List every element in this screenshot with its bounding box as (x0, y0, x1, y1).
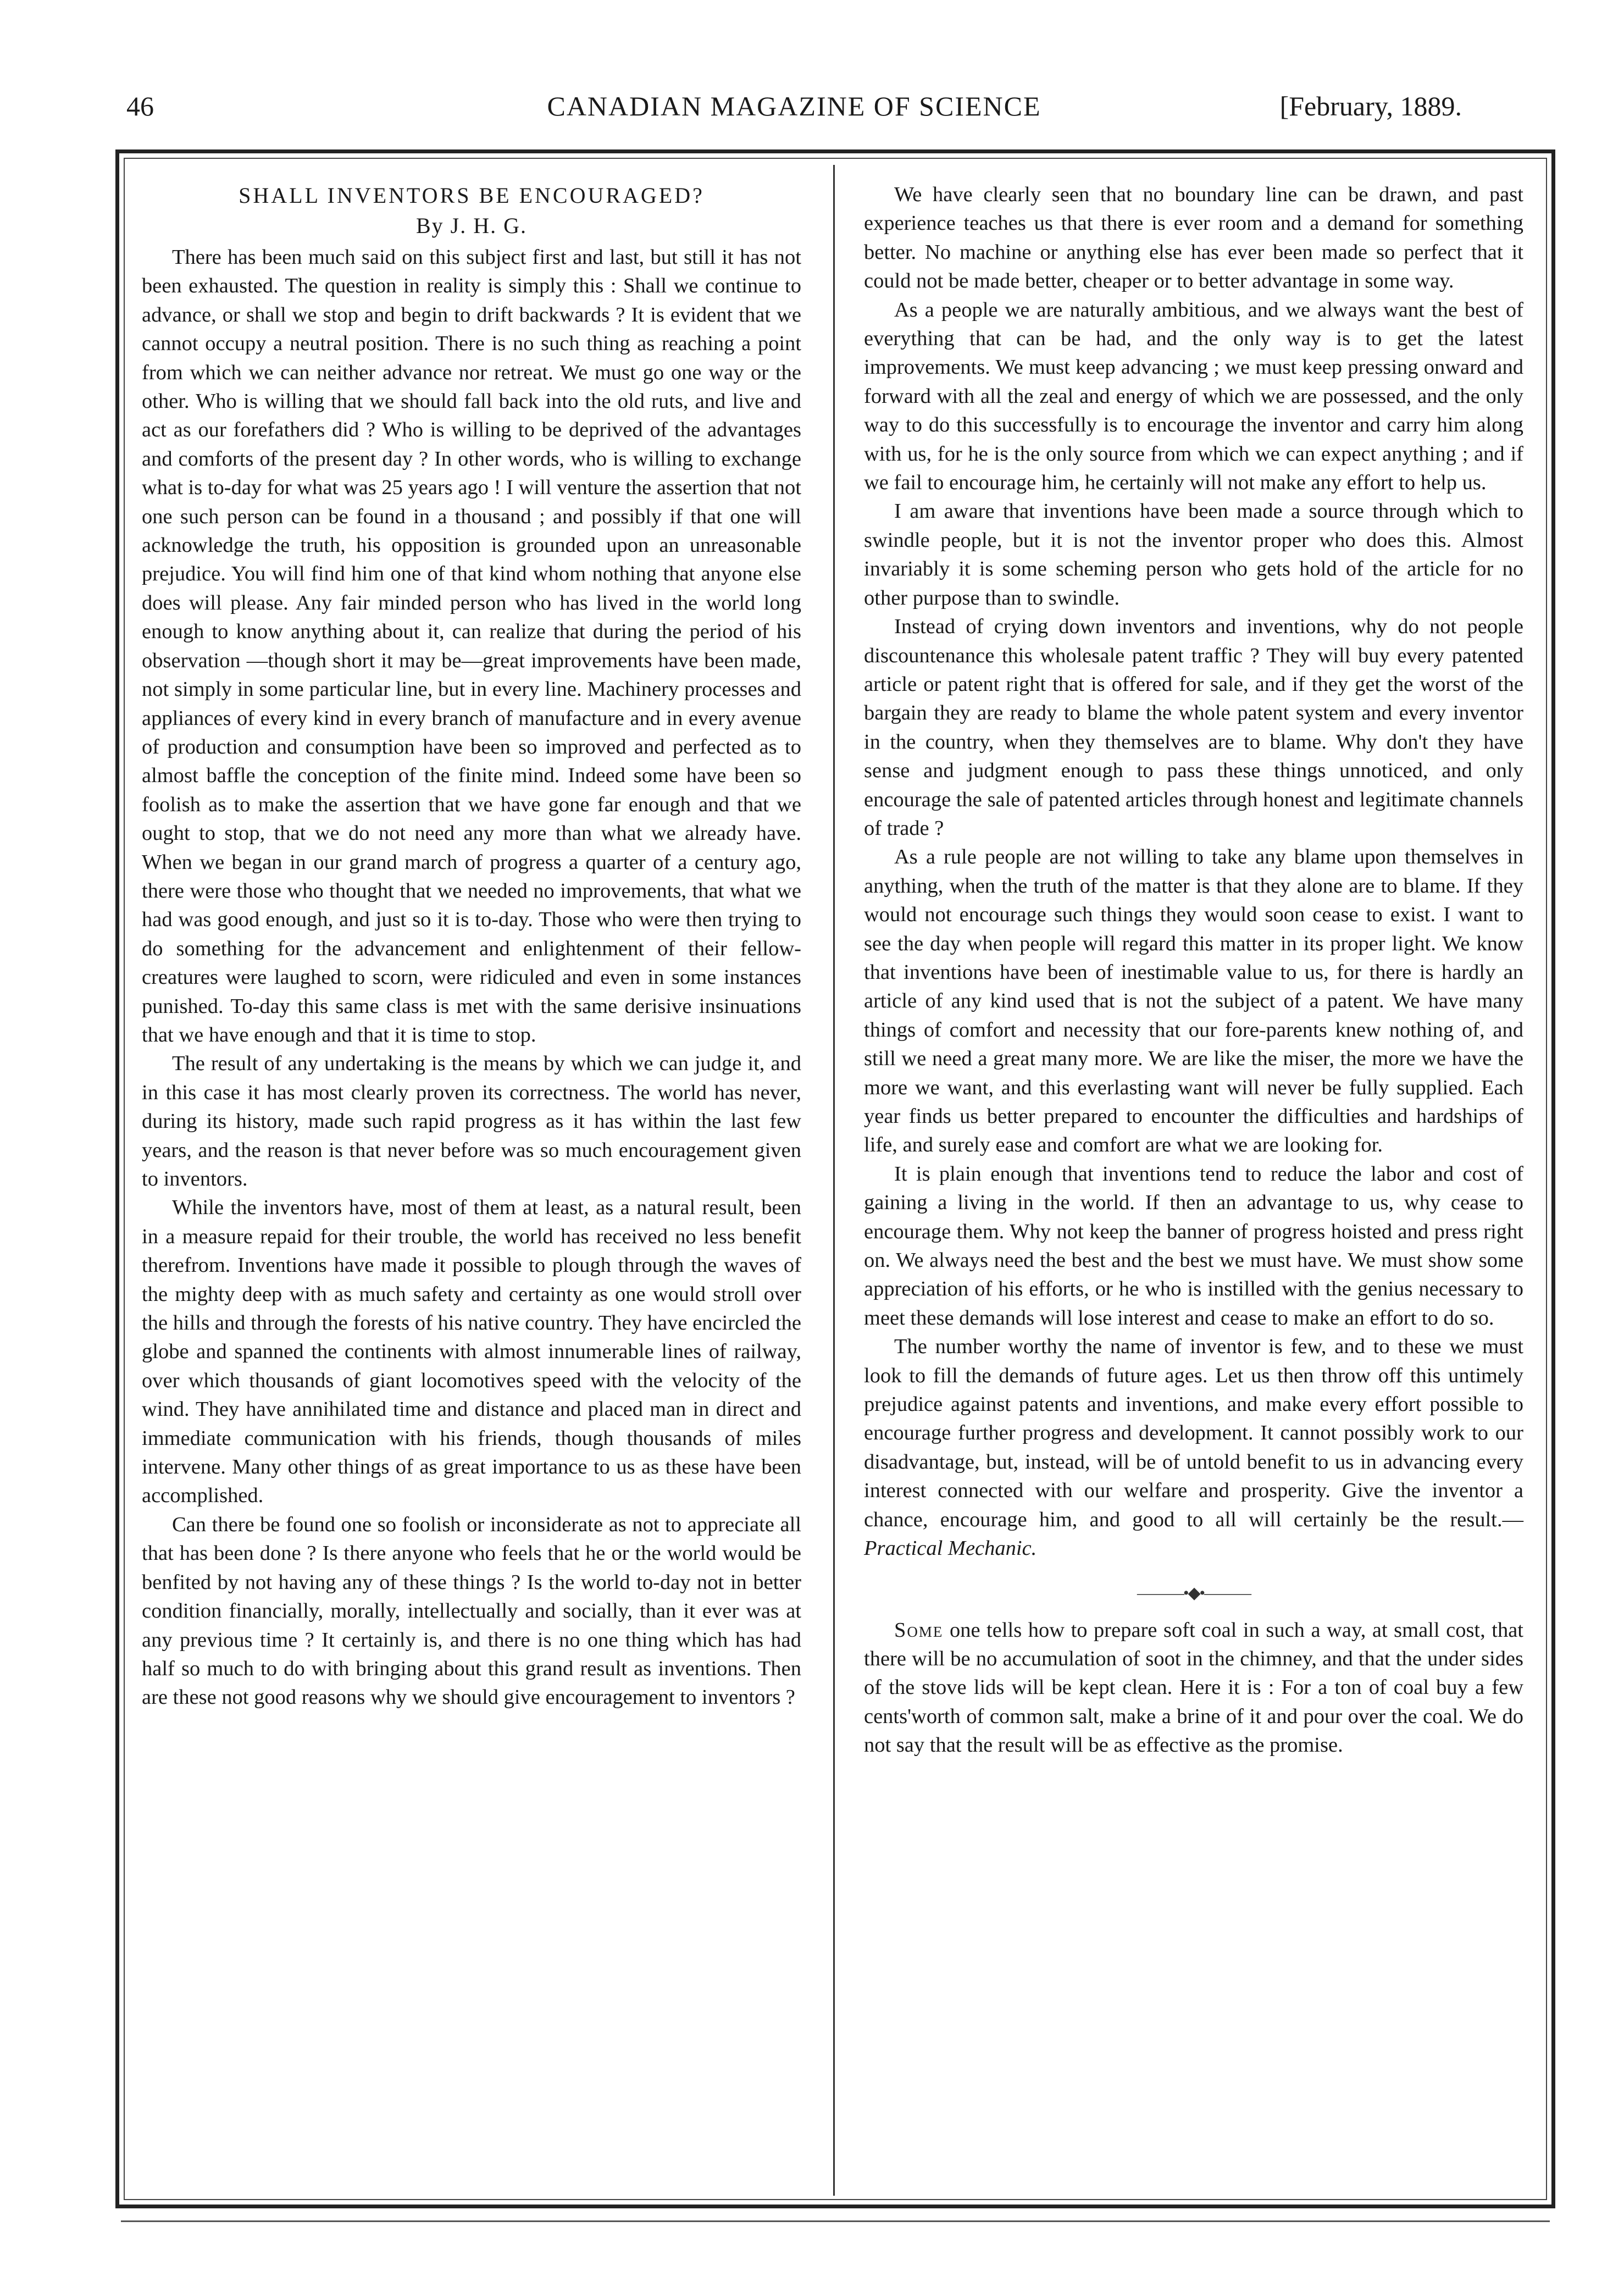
column-divider (833, 165, 835, 2196)
paragraph: Instead of crying down inventors and inventions, why do not people discountenance this wholesale patent traffic ? They will buy every patented article or patent right that is offered for sale, and if they get the worst of the bargain they are ready to blame the whole patent system and every inventor in the country, when they themselves are to blame. Why don't they have sense and judgment enough to pass these things unnoticed, and only encourage the sale of patented articles through honest and legitimate channels of trade ? (864, 615, 1523, 840)
paragraph: We have clearly seen that no boundary line can be drawn, and past experience teaches us that there is ever room and a demand for something better. No machine or anything else has ever been made so perfect that it could not be made better, cheaper or to better advantage in some way. (864, 183, 1523, 293)
left-column (142, 180, 801, 1712)
section-ornament: ———•◆•——— (1137, 1583, 1251, 1602)
paragraph: It is plain enough that inventions tend to reduce the labor and cost of gaining a living in the world. If then an advantage to us, why cease to encourage them. Why not keep the banner of progress hoisted and press right on. We always need the best and the best we must have. We must show some appreciation of his efforts, or he who is instilled with the genius necessary to meet these demands will lose interest and cease to make an effort to do so. (864, 1162, 1523, 1330)
final-paragraph-text: The number worthy the name of inventor is few, and to these we must look to fill the demands of future ages. Let us then throw off this untimely prejudice against patents and inventions, and make every effort possible to encourage further progress and development. It cannot possibly work to our disadvantage, but, instead, will be of untold benefit to us in advancing every interest connected with our welfare and prosperity. Give the inventor a chance, encourage him, and good to all will certainly be the result.— (864, 1335, 1523, 1531)
paragraph: The result of any undertaking is the means by which we can judge it, and in this case it has most clearly proven its correctness. The world has never, during its history, made such rapid progress as it has within the last few years, and the reason is that never before was so much encouragement given to inventors. (142, 1052, 801, 1190)
note-lead-word: Some (894, 1618, 944, 1642)
note-paragraph (864, 1616, 1523, 1760)
page-number: 46 (126, 91, 154, 121)
article-source: Practical Mechanic. (864, 1537, 1037, 1560)
paragraph: As a people we are naturally ambitious, and we always want the best of everything that can be had, and the only way is to get the latest improvements. We must keep advancing ; we must keep pressing onward and forward with all the zeal and energy of which we are possessed, and the only way to do this successfully is to encourage the inventor and carry him along with us, for he is the only source from which we can expect anything ; and if we fail to encourage him, he certainly will not make any effort to help us. (864, 298, 1523, 495)
paragraph: I am aware that inventions have been made a source through which to swindle people, but it is not the inventor proper who does this. Almost invariably it is some scheming person who gets hold of the article for no other purpose than to swindle. (864, 500, 1523, 610)
final-paragraph (864, 1332, 1523, 1563)
paragraph: There has been much said on this subject first and last, but still it has not been exhausted. The question in reality is simply this : Shall we continue to advance, or shall we stop and begin to drift backwards ? It is evident that we cannot occupy a neutral position. There is no such thing as reaching a point from which we can neither advance nor retreat. We must go one way or the other. Who is willing that we should fall back into the old ruts, and live and act as our forefathers did ? Who is willing to be deprived of the advantages and comforts of the present day ? In other words, who is willing to exchange what is to-day for what was 25 years ago ! I will venture the assertion that not one such person can be found in a thousand ; and possibly if that one will acknowledge the truth, his opposition is grounded upon an unreasonable prejudice. You will find him one of that kind whom nothing that anyone else does will please. Any fair minded person who has lived in the world long enough to know anything about it, can realize that during the period of his observation —though short it may be—great improvements have been made, not simply in some particular line, but in every line. Machinery processes and appliances of every kind in every branch of manufacture and in every avenue of production and consumption have been so improved and perfected as to almost baffle the conception of the finite mind. Indeed some have been so foolish as to make the assertion that we have gone far enough and that we ought to stop, that we do not need any more than what we already have. When we began in our grand march of progress a quarter of a century ago, there were those who thought that we needed no improvements, that what we had was good enough, and just so it is to-day. Those who were then trying to do something for the advancement and enlightenment of their fellow-creatures were laughed to scorn, were ridiculed and even in some instances punished. To-day this same class is met with the same derisive insinuations that we have enough and that it is time to stop. (142, 246, 801, 1046)
article-title: SHALL INVENTORS BE ENCOURAGED? (239, 183, 705, 208)
right-column (864, 180, 1523, 1760)
running-head (126, 87, 1462, 131)
note-text: one tells how to prepare soft coal in such a way, at small cost, that there will be no accumulation of soot in the chimney, and that the under sides of the stove lids will be kept clean. Here it is : For a ton of coal buy a few cents'worth of common salt, make a brine of it and pour over the coal. We do not say that the result will be as effective as the promise. (864, 1618, 1523, 1757)
paragraph: As a rule people are not willing to take any blame upon themselves in anything, when the truth of the matter is that they alone are to blame. If they would not encourage such things they would soon cease to exist. I want to see the day when people will regard this matter in its proper light. We know that inventions have been of inestimable value to us, for there is hardly an article of any kind used that is not the subject of a patent. We have many things of comfort and necessity that our fore-parents knew nothing of, and still we need a great many more. We are like the miser, the more we have the more we want, and this everlasting want will never be fully supplied. Each year finds us better prepared to encounter the difficulties and hardships of life, and surely ease and comfort are what we are looking for. (864, 845, 1523, 1157)
paragraph: Can there be found one so foolish or inconsiderate as not to appreciate all that has been done ? Is there anyone who feels that he or the world would be benfited by not having any of these things ? Is the world to-day not in better condition financially, morally, intellectually and socially, than it ever was at any previous time ? It certainly is, and there is no one thing which has had half so much to do with bringing about this grand result as inventions. Then are these not good reasons why we should give encouragement to inventors ? (142, 1513, 801, 1709)
issue-date: [February, 1889. (1279, 91, 1462, 121)
magazine-title: CANADIAN MAGAZINE OF SCIENCE (547, 91, 1041, 121)
paragraph: While the inventors have, most of them at least, as a natural result, been in a measure repaid for their trouble, the world has received no less benefit therefrom. Inventions have made it possible to plough through the waves of the mighty deep with as much safety and certainty as one would stroll over the hills and through the forests of his native country. They have encircled the globe and spanned the continents with almost innumerable lines of railway, over which thousands of giant locomotives speed with the velocity of the wind. They have annihilated time and distance and placed man in direct and immediate communication with his friends, though thousands of miles intervene. Many other things of as great importance to us as these have been accomplished. (142, 1196, 801, 1508)
bottom-rule (121, 2220, 1550, 2222)
article-byline: By J. H. G. (415, 213, 528, 238)
